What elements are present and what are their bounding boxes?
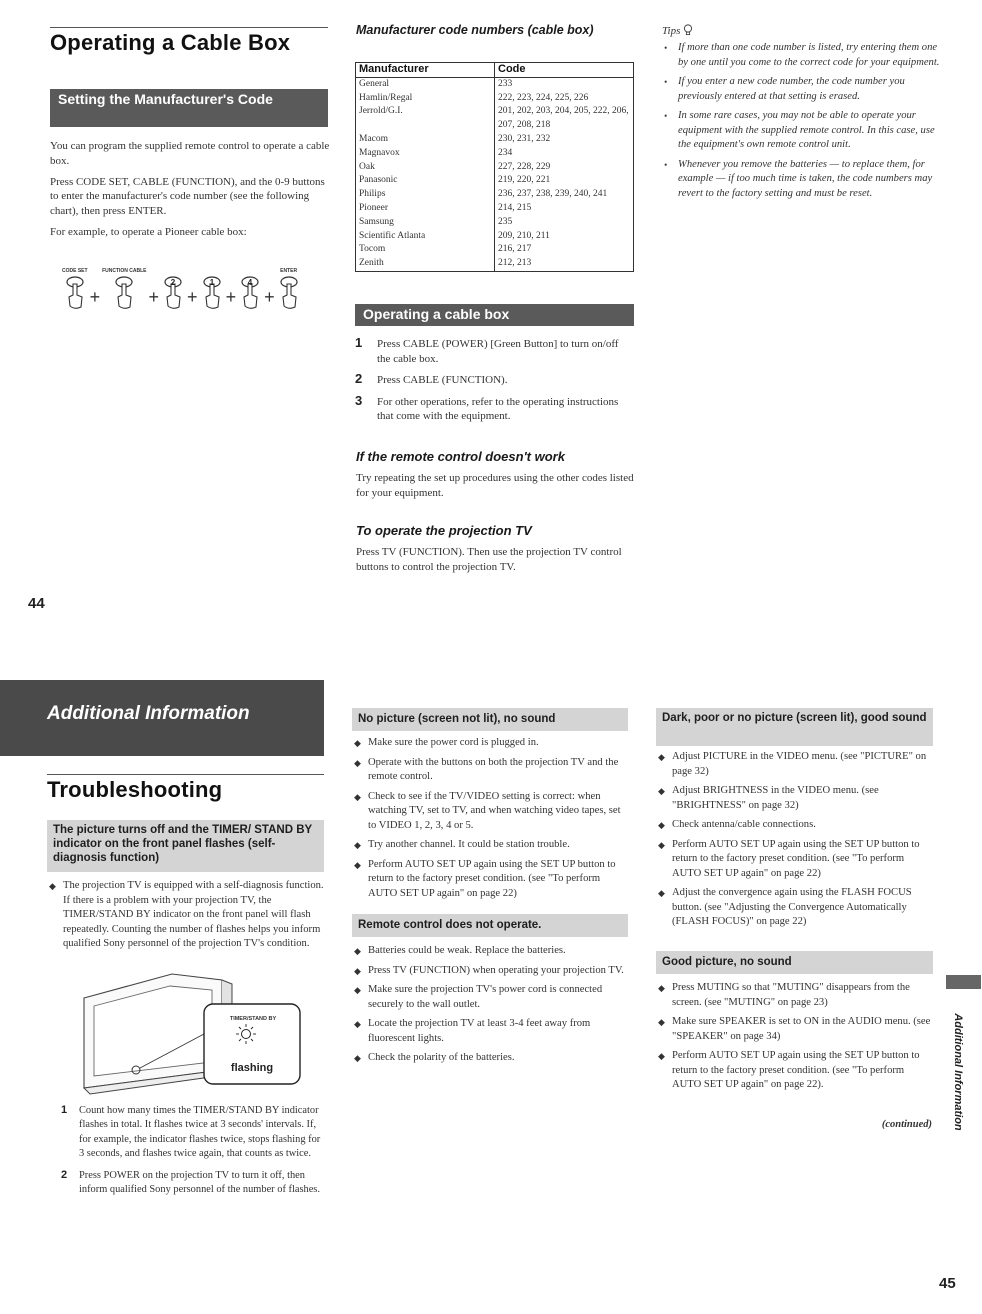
code-cell: 236, 237, 238, 239, 240, 241 xyxy=(498,189,608,200)
bullet-item: ◆ Locate the projection TV at least 3-4 feet away from fluorescent lights. xyxy=(354,1018,591,1044)
step-number: 1 xyxy=(61,1104,68,1116)
bullet-item: ◆ Try another channel. It could be station trouble. xyxy=(354,839,570,850)
step-number: 1 xyxy=(355,335,363,350)
manufacturer-cell: Jerrold/G.I. xyxy=(356,105,495,133)
tip-text: In some rare cases, you may not be able to operate your equipment with the supplied remote control. In this case, use the equipment's own remote control unit. xyxy=(678,110,935,150)
bullet-text: Perform AUTO SET UP again using the SET UP button to return to the factory preset condition. (see "To perform AUTO SET UP again" on page 22). xyxy=(672,1050,920,1090)
bullet-item: ◆ Adjust the convergence again using the FLASH FOCUS button. (see "Adjusting the Convergence Automatically (FLASH FOCUS)" on page 22) xyxy=(658,887,912,927)
not-work-text: Try repeating the set up procedures using the other codes listed for your equipment. xyxy=(356,472,634,499)
remote-button-label: ENTER xyxy=(280,268,298,274)
side-tab xyxy=(948,994,968,1154)
table-row xyxy=(356,133,634,147)
tip-text: If more than one code number is listed, try entering them one by one until you come to the correct code for your equipment. xyxy=(678,42,940,68)
col-header-code: Code xyxy=(495,63,634,78)
finger-press-icon xyxy=(277,275,301,311)
bullet-item: ◆ Make sure the power cord is plugged in. xyxy=(354,737,539,748)
bullet-text: Make sure the projection TV's power cord is connected securely to the wall outlet. xyxy=(368,984,603,1010)
paragraph: For example, to operate a Pioneer cable box: xyxy=(50,225,247,238)
remote-button-step xyxy=(161,268,185,316)
step xyxy=(355,392,634,424)
bullet-item: ◆ Make sure SPEAKER is set to ON in the AUDIO menu. (see "SPEAKER" on page 34) xyxy=(658,1016,931,1042)
table-row xyxy=(356,230,634,244)
remote-button-step xyxy=(200,268,224,316)
bullet-text: Perform AUTO SET UP again using the SET UP button to return to the factory preset condition. (see "To perform AUTO SET UP again" on page 22) xyxy=(672,838,920,879)
table-row xyxy=(356,174,634,188)
plus-sign: + xyxy=(148,286,160,307)
code-cell: 216, 217 xyxy=(498,244,532,255)
bullet-text: Adjust PICTURE in the VIDEO menu. (see "PICTURE" on page 32) xyxy=(672,751,927,777)
step-text: Press CABLE (FUNCTION). xyxy=(377,374,508,387)
digit-label: 2 xyxy=(170,278,176,287)
bullet-item: ◆ Press TV (FUNCTION) when operating your projection TV. xyxy=(354,964,624,976)
table-row xyxy=(356,257,634,271)
side-tab-marker xyxy=(946,975,981,989)
code-cell: 212, 213 xyxy=(498,258,532,269)
remote-button-label: FUNCTION CABLE xyxy=(102,268,147,274)
section-heading-manufacturer-code: Setting the Manufacturer's Code xyxy=(50,89,328,127)
bullet-text: The projection TV is equipped with a self-diagnosis function. If there is a problem with your projection TV, the TIMER/STAND BY indicator on the front panel will flash repeatedly. Counting the number of flashes helps you inform qualified Sony personnel of the projection TV's condition. xyxy=(63,880,324,949)
step-text: Press POWER on the projection TV to turn it off, then inform qualified Sony personnel of the number of flashes. xyxy=(79,1169,320,1196)
step xyxy=(57,1104,322,1162)
step-text: Count how many times the TIMER/STAND BY indicator flashes in total. It flashes twice at 3 seconds' intervals. If, for example, the indicator flashes twice, stops flashing for 3 seconds, and flashes twice again, that counts as twice. xyxy=(79,1105,321,1160)
plus-sign: + xyxy=(89,286,101,307)
side-tab-label: Additional Information xyxy=(952,1013,964,1131)
step xyxy=(355,337,634,366)
bullet-text: Operate with the buttons on both the projection TV and the remote control. xyxy=(368,756,619,782)
remote-bullets xyxy=(352,944,630,1071)
troubleshooting-rule xyxy=(47,774,324,775)
title-rule xyxy=(50,27,328,28)
code-cell: 234 xyxy=(498,147,513,158)
step-number: 3 xyxy=(355,392,363,408)
bullet-text: Batteries could be weak. Replace the batteries. xyxy=(368,945,566,956)
bullet-text: Locate the projection TV at least 3-4 feet away from fluorescent lights. xyxy=(368,1018,591,1044)
bullet-item: ◆ Check antenna/cable connections. xyxy=(658,819,816,830)
paragraph: You can program the supplied remote control to operate a cable box. xyxy=(50,140,330,167)
good-picture-bullets xyxy=(656,981,934,1098)
manufacturer-cell: General xyxy=(356,77,495,91)
bullet-text: Adjust the convergence again using the FLASH FOCUS button. (see "Adjusting the Convergence Automatically (FLASH FOCUS)" on page 22) xyxy=(672,887,912,927)
code-cell: 222, 223, 224, 225, 226 xyxy=(498,92,589,103)
remote-button-step xyxy=(277,268,301,316)
bullet-item: ◆ Check to see if the TV/VIDEO setting is correct: when watching TV, set to TV, and when watching video tapes, set to VIDEO 1, 2, 3, 4 or 5. xyxy=(354,790,621,831)
code-table xyxy=(355,62,634,272)
bullet-text: Press TV (FUNCTION) when operating your projection TV. xyxy=(368,964,624,976)
tips-box xyxy=(662,24,942,206)
manufacturer-cell: Philips xyxy=(356,188,495,202)
manufacturer-cell: Panasonic xyxy=(356,174,495,188)
page-number-44: 44 xyxy=(28,595,45,612)
bullet-item: ◆ Perform AUTO SET UP again using the SET UP button to return to the factory preset condition. (see "To perform AUTO SET UP again" on page 22) xyxy=(354,858,616,899)
finger-press-icon xyxy=(161,275,185,311)
bullet-item: ◆ Batteries could be weak. Replace the batteries. xyxy=(354,945,566,956)
banner-title: Additional Information xyxy=(47,703,250,724)
bullet-item: ◆ Adjust PICTURE in the VIDEO menu. (see "PICTURE" on page 32) xyxy=(658,751,927,777)
page-title: Operating a Cable Box xyxy=(50,30,291,55)
operating-steps xyxy=(355,337,634,431)
bullet-text: Check the polarity of the batteries. xyxy=(368,1052,515,1063)
code-cell: 233 xyxy=(498,78,513,89)
manufacturer-cell: Magnavox xyxy=(356,147,495,161)
lightbulb-icon xyxy=(683,24,693,36)
tip-item: • In some rare cases, you may not be able to operate your equipment with the supplied remote control. In this case, use the equipment's own remote control unit. xyxy=(664,110,935,150)
manufacturer-cell: Samsung xyxy=(356,216,495,230)
manufacturer-cell: Tocom xyxy=(356,243,495,257)
bullet-text: Make sure SPEAKER is set to ON in the AUDIO menu. (see "SPEAKER" on page 34) xyxy=(672,1016,931,1042)
bullet-item: ◆ Check the polarity of the batteries. xyxy=(354,1052,515,1063)
step-text: Press CABLE (POWER) [Green Button] to turn on/off the cable box. xyxy=(377,338,619,365)
paragraph: Press CODE SET, CABLE (FUNCTION), and the 0-9 buttons to enter the manufacturer's code number (see the following chart), then press ENTER. xyxy=(50,175,325,218)
remote-button-step xyxy=(238,268,262,316)
not-work-heading: If the remote control doesn't work xyxy=(356,449,565,464)
tips-list xyxy=(662,41,942,201)
code-cell: 209, 210, 211 xyxy=(498,230,550,241)
dark-picture-bullets xyxy=(656,750,934,935)
col-header-manufacturer: Manufacturer xyxy=(356,63,495,78)
code-cell: 235 xyxy=(498,216,513,227)
bullet-item: ◆ Press MUTING so that "MUTING" disappears from the screen. (see "MUTING" on page 23) xyxy=(658,982,910,1008)
manufacturer-cell: Hamlin/Regal xyxy=(356,92,495,106)
remote-button-label xyxy=(161,268,185,275)
manufacturer-cell: Scientific Atlanta xyxy=(356,230,495,244)
manufacturer-cell: Macom xyxy=(356,133,495,147)
table-row xyxy=(356,188,634,202)
remote-button-label xyxy=(238,268,262,275)
timer-heading: The picture turns off and the TIMER/ STAND BY indicator on the front panel flashes (self-diagnosis function) xyxy=(47,820,324,872)
tip-item: • If you enter a new code number, the code number you previously entered at that setting is erased. xyxy=(664,76,905,102)
bullet-item: ◆ The projection TV is equipped with a self-diagnosis function. If there is a problem with your projection TV, the TIMER/STAND BY indicator on the front panel will flash repeatedly. Counting the number of flashes helps you inform qualified Sony personnel of the projection TV's condition. xyxy=(49,880,324,949)
indicator-label: TIMER/STAND BY xyxy=(229,1016,277,1022)
step xyxy=(57,1169,322,1198)
step xyxy=(355,373,634,388)
bullet-text: Check to see if the TV/VIDEO setting is correct: when watching TV, set to TV, and when watching video tapes, set to VIDEO 1, 2, 3, 4 or 5. xyxy=(368,790,621,831)
tips-label: Tips xyxy=(662,25,681,37)
button-sequence xyxy=(62,268,332,316)
bullet-text: Check antenna/cable connections. xyxy=(672,819,816,830)
bullet-text: Press MUTING so that "MUTING" disappears from the screen. (see "MUTING" on page 23) xyxy=(672,982,910,1008)
table-row xyxy=(356,216,634,230)
table-row xyxy=(356,105,634,133)
plus-sign: + xyxy=(264,286,275,307)
manufacturer-cell: Pioneer xyxy=(356,202,495,216)
plus-sign: + xyxy=(225,286,237,307)
projection-text: Press TV (FUNCTION). Then use the projection TV control buttons to control the projection TV. xyxy=(356,546,622,573)
tip-text: If you enter a new code number, the code number you previously entered at that setting is erased. xyxy=(678,76,905,102)
table-row xyxy=(356,77,634,91)
bullet-text: Perform AUTO SET UP again using the SET UP button to return to the factory preset condition. (see "To perform AUTO SET UP again" on page 22) xyxy=(368,858,616,899)
finger-press-icon xyxy=(112,275,136,311)
manufacturer-cell: Zenith xyxy=(356,257,495,271)
projection-heading: To operate the projection TV xyxy=(356,523,532,538)
section1-text xyxy=(50,139,330,246)
section-heading-operating-cable-box: Operating a cable box xyxy=(355,304,634,326)
bullet-item: ◆ Perform AUTO SET UP again using the SET UP button to return to the factory preset condition. (see "To perform AUTO SET UP again" on page 22) xyxy=(658,838,920,879)
tip-text: Whenever you remove the batteries — to replace them, for example — if too much time is taken, the code numbers may revert to the factory setting and must be reset. xyxy=(678,158,933,199)
troubleshooting-title: Troubleshooting xyxy=(47,777,223,802)
finger-press-icon xyxy=(200,275,224,311)
table-row xyxy=(356,161,634,175)
code-cell: 219, 220, 221 xyxy=(498,175,551,186)
no-picture-bullets xyxy=(352,736,630,906)
digit-label: 4 xyxy=(247,278,253,287)
projection-tv-drawing xyxy=(62,970,312,1100)
plus-sign: + xyxy=(187,286,198,307)
bullet-item: ◆ Make sure the projection TV's power cord is connected securely to the wall outlet. xyxy=(354,984,603,1010)
remote-button-label xyxy=(200,268,224,275)
manufacturer-code-table xyxy=(355,62,634,272)
code-cell: 227, 228, 229 xyxy=(498,161,551,172)
good-picture-heading: Good picture, no sound xyxy=(656,951,933,974)
tip-item: • If more than one code number is listed, try entering them one by one until you come to the correct code for your equipment. xyxy=(664,42,940,68)
manufacturer-cell: Oak xyxy=(356,161,495,175)
timer-steps xyxy=(57,1104,322,1204)
bullet-text: Make sure the power cord is plugged in. xyxy=(368,737,539,748)
remote-heading: Remote control does not operate. xyxy=(352,914,628,937)
table-row xyxy=(356,147,634,161)
bullet-item: ◆ Perform AUTO SET UP again using the SET UP button to return to the factory preset condition. (see "To perform AUTO SET UP again" on page 22). xyxy=(658,1050,920,1090)
code-cell: 230, 231, 232 xyxy=(498,133,551,144)
table-row xyxy=(356,202,634,216)
additional-information-banner xyxy=(0,680,324,756)
tip-item: • Whenever you remove the batteries — to replace them, for example — if too much time is taken, the code numbers may revert to the factory setting and must be reset. xyxy=(664,158,933,199)
code-cell: 201, 202, 203, 204, 205, 222, 206, 207, 208, 218 xyxy=(498,106,629,131)
code-cell: 214, 215 xyxy=(498,202,532,213)
bullet-item: ◆ Adjust BRIGHTNESS in the VIDEO menu. (see "BRIGHTNESS" on page 32) xyxy=(658,785,879,811)
table-row xyxy=(356,243,634,257)
bullet-text: Adjust BRIGHTNESS in the VIDEO menu. (see "BRIGHTNESS" on page 32) xyxy=(672,785,879,811)
table-title: Manufacturer code numbers (cable box) xyxy=(356,23,594,37)
digit-label: 1 xyxy=(209,278,214,287)
remote-button-step xyxy=(102,268,146,316)
flashing-label: flashing xyxy=(230,1062,274,1074)
remote-button-label: CODE SET xyxy=(62,268,88,274)
dark-picture-heading: Dark, poor or no picture (screen lit), good sound xyxy=(656,708,933,746)
bullet-item: ◆ Operate with the buttons on both the projection TV and the remote control. xyxy=(354,756,619,782)
finger-press-icon xyxy=(238,275,262,311)
tv-illustration xyxy=(62,970,312,1100)
step-text: For other operations, refer to the operating instructions that come with the equipment. xyxy=(377,395,619,423)
continued-label: (continued) xyxy=(881,1119,932,1130)
tips-header xyxy=(662,24,942,37)
bullet-text: Try another channel. It could be station trouble. xyxy=(368,839,570,850)
step-number: 2 xyxy=(61,1168,68,1181)
no-picture-heading: No picture (screen not lit), no sound xyxy=(352,708,628,731)
table-row xyxy=(356,92,634,106)
remote-button-step xyxy=(62,268,88,316)
finger-press-icon xyxy=(63,275,87,311)
page-number-45: 45 xyxy=(939,1275,956,1292)
step-number: 2 xyxy=(355,371,363,387)
timer-bullets xyxy=(47,879,327,957)
